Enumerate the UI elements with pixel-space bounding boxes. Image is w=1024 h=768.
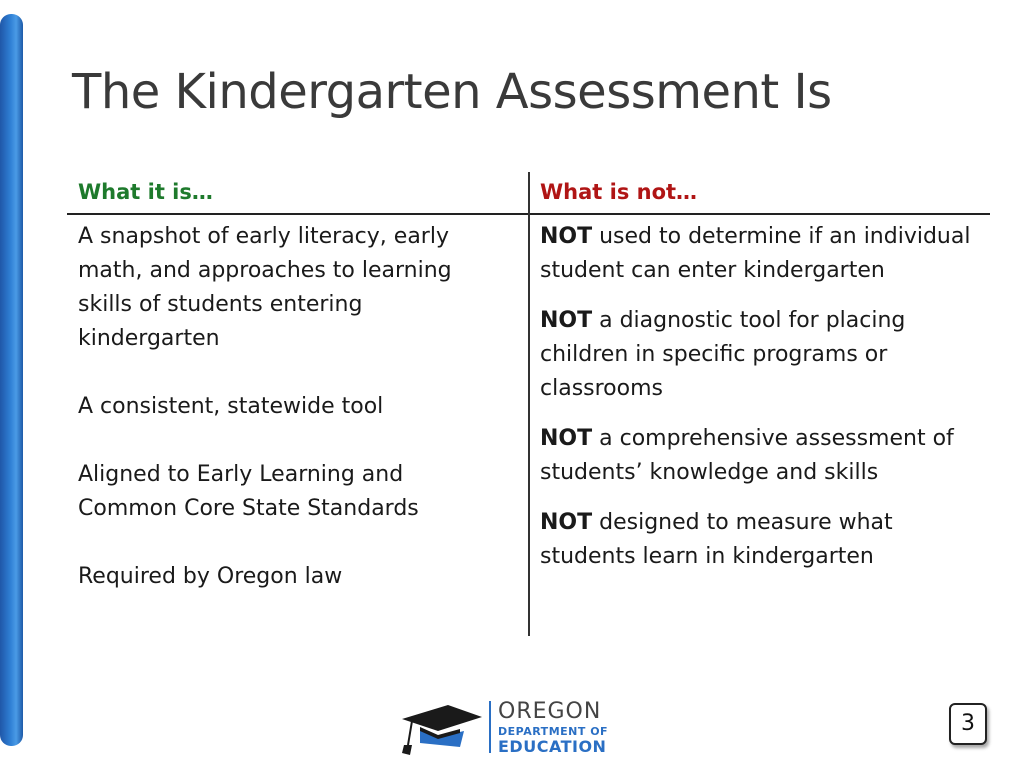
left-accent-bar — [0, 14, 23, 746]
oregon-education-logo — [398, 697, 608, 757]
logo-department-text: DEPARTMENT OF — [498, 725, 609, 738]
page-number: 3 — [949, 703, 987, 745]
left-item: A consistent, statewide tool — [78, 394, 384, 419]
right-item — [540, 422, 980, 490]
what-is-not-header: What is not… — [540, 180, 698, 204]
logo-oregon-text: OREGON — [498, 699, 602, 724]
left-item: Required by Oregon law — [78, 564, 343, 589]
slide-title: The Kindergarten Assessment Is — [72, 64, 832, 120]
logo-education-text: EDUCATION — [498, 737, 607, 756]
not-prefix: NOT — [540, 426, 593, 451]
not-prefix: NOT — [540, 308, 593, 333]
right-item — [540, 220, 980, 288]
what-it-is-header: What it is… — [78, 180, 213, 204]
column-divider — [528, 172, 530, 636]
left-item: A snapshot of early literacy, early math, and approaches to learning skills of students entering kindergarten — [78, 224, 452, 351]
right-item-text: a diagnostic tool for placing children in specific programs or classrooms — [540, 308, 906, 401]
right-item — [540, 304, 980, 406]
right-item-text: a comprehensive assessment of students’ knowledge and skills — [540, 426, 954, 485]
logo-divider — [489, 701, 491, 753]
right-item-text: used to determine if an individual student can enter kindergarten — [540, 224, 971, 283]
right-item-text: designed to measure what students learn in kindergarten — [540, 510, 893, 569]
not-prefix: NOT — [540, 224, 593, 249]
right-item — [540, 506, 980, 574]
not-prefix: NOT — [540, 510, 593, 535]
graduation-cap-icon — [398, 697, 488, 757]
what-it-is-column — [78, 172, 498, 594]
left-item: Aligned to Early Learning and Common Core State Standards — [78, 462, 419, 521]
what-is-not-column — [540, 172, 980, 590]
